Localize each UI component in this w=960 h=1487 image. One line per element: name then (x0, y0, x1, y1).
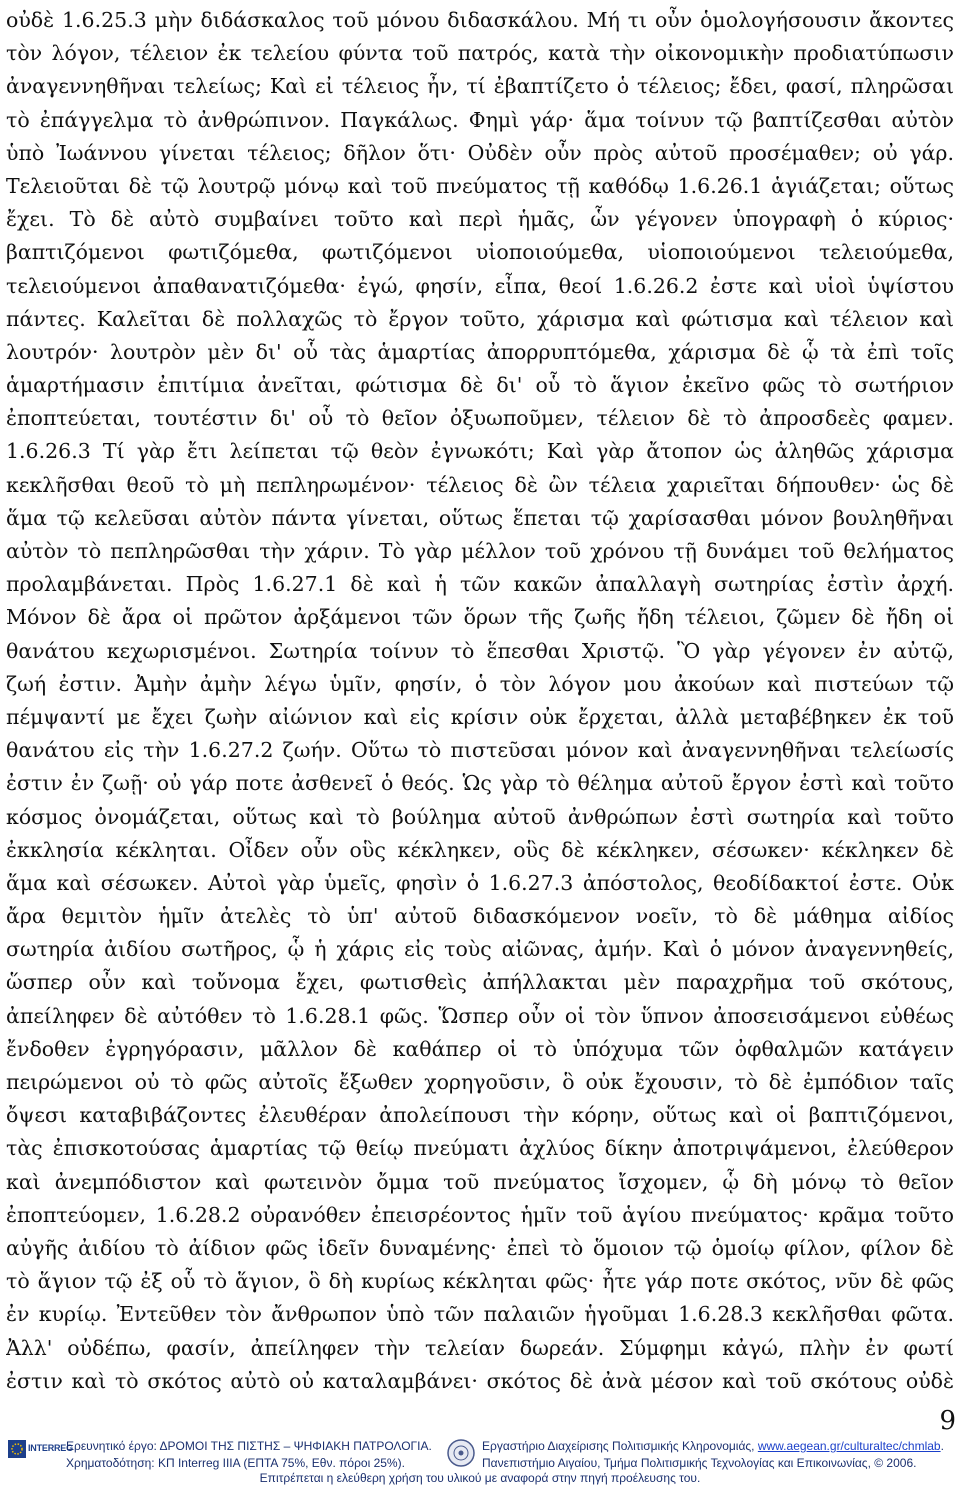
project-title: Ερευνητικό έργο: ΔΡΟΜΟΙ ΤΗΣ ΠΙΣΤΗΣ – ΨΗΦΙΑΚΗ ΠΑΤΡΟΛΟΓΙΑ. (66, 1439, 432, 1453)
text-line: πέμψαντί με ἔχει ζωὴν αἰώνιον καὶ εἰς κρίσιν οὐκ ἔρχεται, ἀλλὰ μεταβέβηκεν ἐκ τοῦ (6, 704, 954, 729)
text-line: ἐν κυρίῳ. Ἐντεῦθεν τὸν ἄνθρωπον ὑπὸ τῶν παλαιῶν ἡγοῦμαι 1.6.28.3 κεκλῆσθαι φῶτα. (6, 1302, 954, 1327)
text-line: τὰς ἐπισκοτούσας ἁμαρτίας τῷ θείῳ πνεύματι ἀχλύος δίκην ἀποτριψάμενοι, ἐλεύθερον (6, 1136, 954, 1161)
text-line: ὥσπερ οὖν καὶ τοὔνομα ἔχει, φωτισθεὶς ἀπήλλακται μὲν παραχρῆμα τοῦ σκότους, (6, 970, 954, 995)
university-emblem-icon (446, 1438, 476, 1468)
text-line (6, 1398, 954, 1399)
lab-line-end: . (940, 1439, 944, 1453)
text-line: ζωή ἐστιν. Ἀμὴν ἀμὴν λέγω ὑμῖν, φησίν, ὁ τὸν λόγον μου ἀκούων καὶ πιστεύων τῷ (6, 671, 954, 696)
text-line: καὶ ἀνεμπόδιστον καὶ φωτεινὸν ὄμμα τοῦ πνεύματος ἴσχομεν, ᾧ δὴ μόνῳ τὸ θεῖον (6, 1169, 954, 1194)
text-line: ἐκκλησία κέκληται. Οἶδεν οὖν οὓς κέκληκεν, οὓς δὲ κέκληκεν, σέσωκεν· κέκληκεν δὲ (6, 837, 954, 862)
interreg-logo (8, 1440, 73, 1466)
lab-website-link[interactable]: www.aegean.gr/culturaltec/chmlab (757, 1439, 941, 1453)
project-info (66, 1438, 432, 1472)
text-line: ἀναγεννηθῆναι τελείως; Καὶ εἰ τέλειος ἦν, τί ἐβαπτίζετο ὁ τέλειος; ἔδει, φασί, πληρῶσαι (6, 74, 954, 99)
text-line: Ἀλλ' οὐδέπω, φασίν, ἀπείληφεν τὴν τελείαν δωρεάν. Σύμφημι κἀγώ, πλὴν ἐν φωτί (6, 1335, 954, 1360)
text-line: ὑπὸ Ἰωάννου γίνεται τέλειος; δῆλον ὅτι· Οὐδὲν οὖν πρὸς αὐτοῦ προσέμαθεν; οὐ γάρ. (6, 140, 954, 165)
interreg-logo-icon (8, 1440, 26, 1458)
text-line: ἅμα τῷ κελεῦσαι αὐτὸν πάντα γίνεται, οὕτως ἕπεται τῷ χαρίσασθαι μόνον βουληθῆναι (6, 505, 954, 530)
text-line: ἔνδοθεν ἐγρηγόρασιν, μᾶλλον δὲ καθάπερ οἱ τὸ ὑπόχυμα τῶν ὀφθαλμῶν κατάγειν (6, 1036, 954, 1061)
text-line: οὐδὲ 1.6.25.3 μὴν διδάσκαλος τοῦ μόνου διδασκάλου. Μή τι οὖν ὁμολογήσουσιν ἄκοντες (6, 8, 954, 32)
text-line: 1.6.26.3 Τί γὰρ ἔτι λείπεται τῷ θεὸν ἐγνωκότι; Καὶ γὰρ ἄτοπον ὡς ἀληθῶς χάρισμα (6, 439, 954, 464)
text-line: λουτρόν· λουτρὸν μὲν δι' οὗ τὰς ἁμαρτίας ἀπορρυπτόμεθα, χάρισμα δὲ ᾧ τὰ ἐπὶ τοῖς (6, 339, 954, 364)
page-footer (0, 1436, 960, 1487)
text-line: βαπτιζόμενοι φωτιζόμεθα, φωτιζόμενοι υἱοποιούμεθα, υἱοποιούμενοι τελειούμεθα, (6, 240, 954, 265)
text-line: κόσμος ὀνομάζεται, οὕτως καὶ τὸ βούλημα αὐτοῦ ἀνθρώπων ἐστὶ σωτηρία καὶ τοῦτο (6, 804, 954, 829)
text-line: θανάτου εἰς τὴν 1.6.27.2 ζωήν. Οὕτω τὸ πιστεῦσαι μόνον καὶ ἀναγεννηθῆναι τελείωσίς (6, 738, 954, 763)
text-line: τὸ ἅγιον τῷ ἐξ οὗ τὸ ἅγιον, ὃ δὴ κυρίως κέκληται φῶς· ἦτε γάρ ποτε σκότος, νῦν δὲ φῶς (6, 1269, 954, 1294)
university-line: Πανεπιστήμιο Αιγαίου, Τμήμα Πολιτισμικής Τεχνολογίας και Επικοινωνίας, © 2006. (482, 1456, 917, 1470)
lab-name: Εργαστήριο Διαχείρισης Πολιτισμικής Κληρονομιάς, (482, 1439, 758, 1453)
text-line: σωτηρία ἀιδίου σωτῆρος, ᾧ ἡ χάρις εἰς τοὺς αἰῶνας, ἀμήν. Καὶ ὁ μόνον ἀναγεννηθείς, (6, 937, 954, 962)
text-line: ἐστιν καὶ τὸ σκότος αὐτὸ οὐ καταλαμβάνει· σκότος δὲ ἀνὰ μέσον καὶ τοῦ σκότους οὐδὲ (6, 1368, 954, 1393)
text-line: πάντες. Καλεῖται δὲ πολλαχῶς τὸ ἔργον τοῦτο, χάρισμα καὶ φώτισμα καὶ τέλειον καὶ (6, 306, 954, 331)
text-line: ἐποπτεύεται, τουτέστιν δι' οὗ τὸ θεῖον ὀξυωποῦμεν, τέλειον δὲ τὸ ἀπροσδεὲς φαμεν. (6, 406, 954, 431)
text-line: τὸ ἐπάγγελμα τὸ ἀνθρώπινον. Παγκάλως. Φημὶ γάρ· ἅμα τοίνυν τῷ βαπτίζεσθαι αὐτὸν (6, 107, 954, 132)
project-funding: Χρηματοδότηση: ΚΠ Interreg IIIA (ΕΠΤΑ 75%, Εθν. πόροι 25%). (66, 1456, 405, 1470)
text-line: ἅμα καὶ σέσωκεν. Αὐτοὶ γὰρ ὑμεῖς, φησὶν ὁ 1.6.27.3 ἀπόστολος, θεοδίδακτοί ἐστε. Οὐκ (6, 870, 954, 895)
text-line: προλαμβάνεται. Πρὸς 1.6.27.1 δὲ καὶ ἡ τῶν κακῶν ἀπαλλαγὴ σωτηρίας ἐστὶν ἀρχή. (6, 572, 954, 597)
interreg-logo-text: INTERREG (28, 1443, 73, 1453)
text-line: τὸν λόγον, τέλειον ἐκ τελείου φύντα τοῦ πατρός, κατὰ τὴν οἰκονομικὴν προδιατύπωσιν (6, 41, 954, 66)
text-line: ἐποπτεύομεν, 1.6.28.2 οὐρανόθεν ἐπεισρέοντος ἡμῖν τοῦ ἁγίου πνεύματος· κρᾶμα τοῦτο (6, 1202, 954, 1227)
text-line: αὐτὸν τὸ πεπληρῶσθαι τὴν χάριν. Τὸ γὰρ μέλλον τοῦ χρόνου τῇ δυνάμει τοῦ θελήματος (6, 539, 954, 563)
text-line: ἄρα θεμιτὸν ἡμῖν ἀτελὲς τὸ ὑπ' αὐτοῦ διδασκόμενον νοεῖν, τὸ δὲ μάθημα αἰδίος (6, 904, 954, 929)
text-line: Τελειοῦται δὲ τῷ λουτρῷ μόνῳ καὶ τοῦ πνεύματος τῇ καθόδῳ 1.6.26.1 ἁγιάζεται; οὕτως (6, 173, 954, 198)
lab-line (482, 1438, 944, 1455)
page-number: 9 (939, 1406, 956, 1436)
text-line: πειρώμενοι οὐ τὸ φῶς αὐτοῖς ἔξωθεν χορηγοῦσιν, ὃ οὐκ ἔχουσιν, τὸ δὲ ἐμπόδιον ταῖς (6, 1070, 954, 1094)
text-line: Μόνον δὲ ἄρα οἱ πρῶτον ἀρξάμενοι τῶν ὅρων τῆς ζωῆς ἤδη τέλειοι, ζῶμεν δὲ ἤδη οἱ (6, 605, 954, 630)
text-line: ἁμαρτήμασιν ἐπιτίμια ἀνεῖται, φώτισμα δὲ δι' οὗ τὸ ἅγιον ἐκεῖνο φῶς τὸ σωτήριον (6, 373, 954, 398)
text-line: ἔχει. Τὸ δὲ αὐτὸ συμβαίνει τοῦτο καὶ περὶ ἡμᾶς, ὧν γέγονεν ὑπογραφὴ ὁ κύριος· (6, 207, 954, 232)
text-line: αὐγῆς ἀιδίου τὸ ἀίδιον φῶς ἰδεῖν δυναμένης· ἐπεὶ τὸ ὅμοιον τῷ ὁμοίῳ φίλον, φίλον δὲ (6, 1235, 954, 1260)
text-line: θανάτου κεχωρισμένοι. Σωτηρία τοίνυν τὸ ἕπεσθαι Χριστῷ. Ὃ γὰρ γέγονεν ἐν αὐτῷ, (6, 638, 954, 663)
text-line: τελειούμενοι ἀπαθανατιζόμεθα· ἐγώ, φησίν, εἶπα, θεοί 1.6.26.2 ἐστε καὶ υἱοὶ ὑψίστου (6, 273, 954, 298)
text-line: κεκλῆσθαι θεοῦ τὸ μὴ πεπληρωμένον· τέλειος δὲ ὢν τέλεια χαριεῖται δήπουθεν· ὡς δὲ (6, 472, 954, 497)
text-line: ἐστιν ἐν ζωῇ· οὐ γάρ ποτε ἀσθενεῖ ὁ θεός. Ὡς γὰρ τὸ θέλημα αὐτοῦ ἔργον ἐστὶ καὶ τοῦτο (6, 771, 954, 796)
main-text (6, 4, 954, 1399)
text-line: ἀπείληφεν δὲ αὐτόθεν τὸ 1.6.28.1 φῶς. Ὥσπερ οὖν οἱ τὸν ὕπνον ἀποσεισάμενοι εὐθέως (6, 1003, 954, 1028)
lab-info (482, 1438, 944, 1472)
text-line: ὄψεσι καταβιβάζοντες ἐλευθέραν ἀπολείπουσι τὴν κόρην, οὕτως καὶ οἱ βαπτιζόμενοι, (6, 1103, 954, 1128)
usage-notice: Επιτρέπεται η ελεύθερη χρήση του υλικού με αναφορά στην πηγή προέλευσης του. (259, 1471, 701, 1485)
